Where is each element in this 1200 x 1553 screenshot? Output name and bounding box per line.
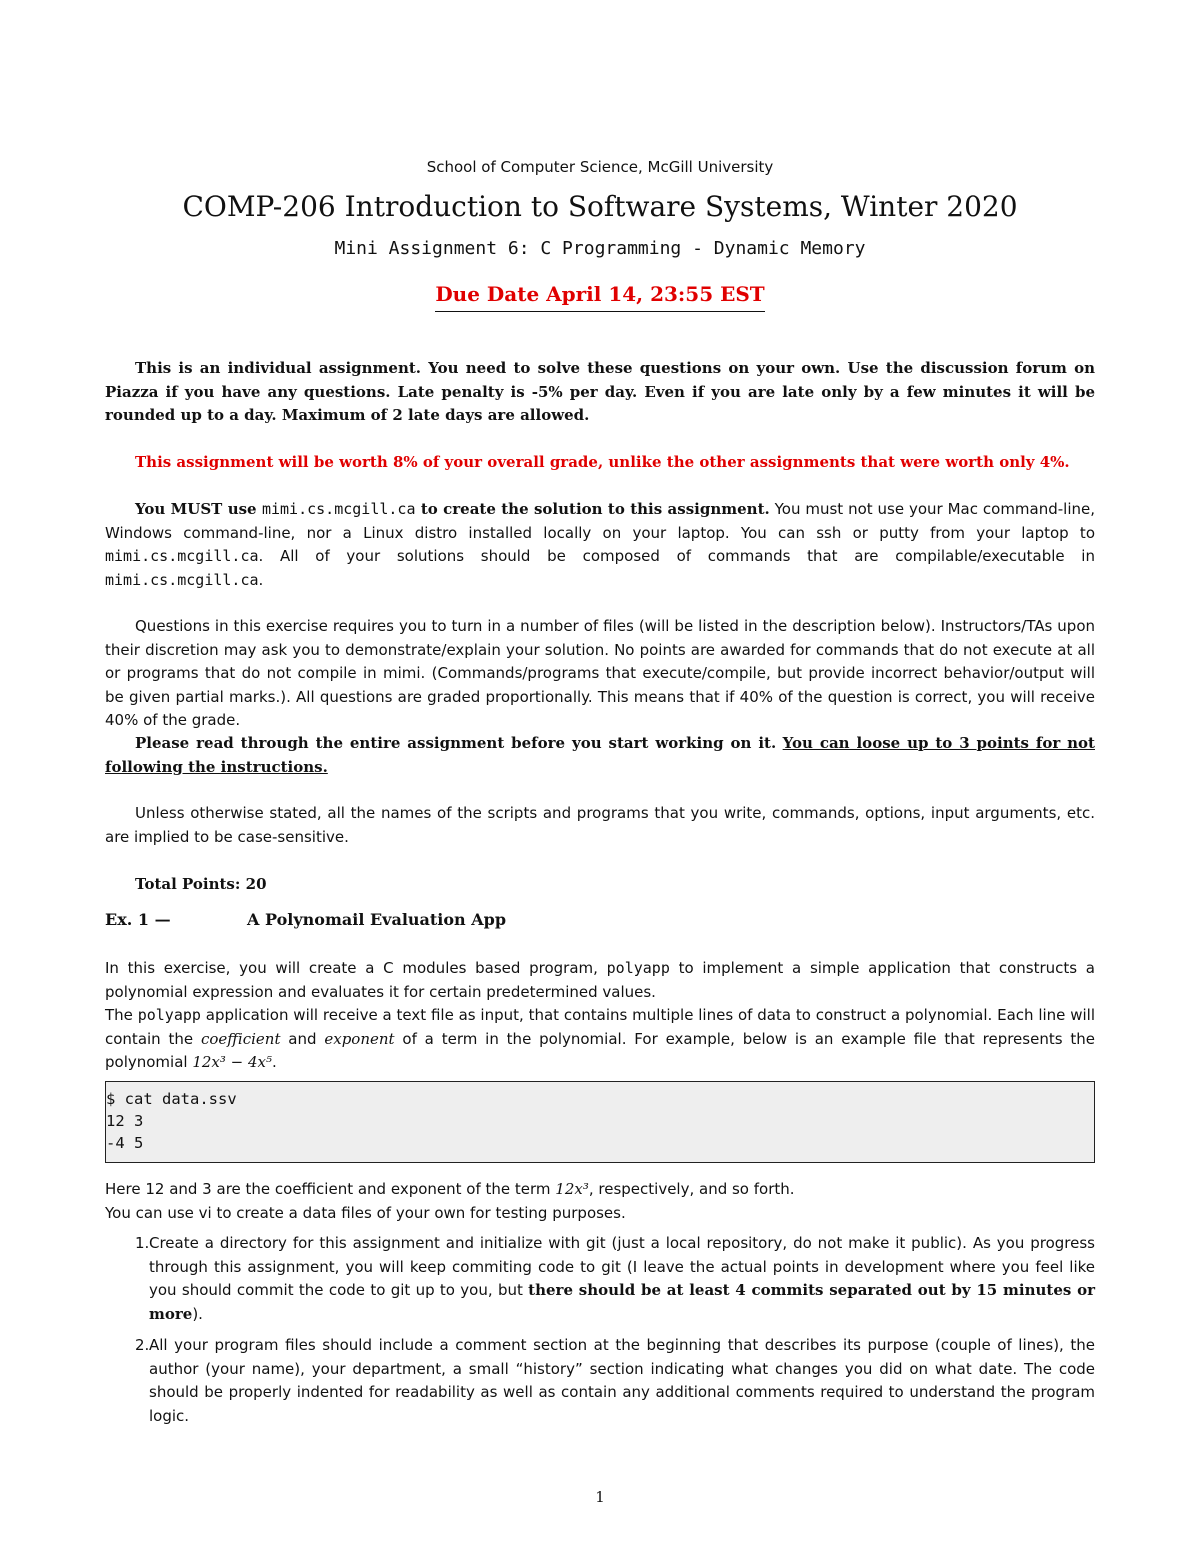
code-block — [105, 1081, 1095, 1163]
grading-paragraph: Questions in this exercise requires you to turn in a number of files (will be listed in the description below). Instructors/TAs upon their discretion may ask you to demonstrate/explain your solution. No points are awarded for commands that do not execute at all or programs that do not compile in mimi. (Commands/programs that execute/compile, but provide incorrect behavior/output will be given partial marks.). All questions are graded proportionally. This means that if 40% of the question is correct, you will receive 40% of the grade. — [105, 617, 1095, 729]
term-expression: 12x³ — [555, 1180, 589, 1198]
instructions-list — [105, 1232, 1095, 1428]
intro-paragraph: This is an individual assignment. You need to solve these questions on your own. Use the discussion forum on Piazza if you have any questions. Late penalty is -5% per day. Even if you are late only by a few minutes it will be rounded up to a day. Maximum of 2 late days are allowed. — [105, 359, 1095, 424]
list-item — [105, 1334, 1095, 1428]
term-explanation — [105, 1178, 1095, 1225]
exercise-text: of a term in the polynomial. For example, below is an example file that represents the polynomial — [105, 1029, 1095, 1071]
penalty-notice: You can loose up to 3 points for not following the instructions. — [105, 734, 1095, 776]
program-name: polyapp — [137, 1006, 201, 1024]
due-date-wrap — [105, 282, 1095, 312]
coefficient-term: coefficient — [200, 1029, 281, 1048]
read-instructions-paragraph — [105, 732, 1095, 779]
mimi-requirement-paragraph — [105, 498, 1095, 592]
exercise-text: to implement a simple application that constructs a polynomial expression and evaluates it for certain predetermined values. — [105, 959, 1095, 1001]
commit-requirement: there should be at least 4 commits separated out by 15 minutes or more — [149, 1281, 1095, 1323]
grade-weight-notice: This assignment will be worth 8% of your overall grade, unlike the other assignments that were worth only 4%. — [135, 453, 1070, 471]
exercise-heading — [105, 910, 1095, 929]
explanation-text: , respectively, and so forth. — [588, 1180, 795, 1198]
use-text: use — [222, 500, 262, 518]
total-points: Total Points: 20 — [135, 875, 267, 893]
list-text: ). — [192, 1304, 203, 1323]
list-number: 2. — [135, 1336, 150, 1354]
exercise-text: The — [105, 1006, 138, 1024]
exercise-text: In this exercise, you will create a C modules based program, — [105, 959, 607, 977]
case-sensitivity-paragraph: Unless otherwise stated, all the names of the scripts and programs that you write, commands, options, input arguments, etc. are implied to be case-sensitive. — [105, 804, 1095, 846]
read-notice: Please read through the entire assignment before you start working on it. — [135, 734, 777, 752]
exercise-text: and — [280, 1029, 325, 1048]
school-name: School of Computer Science, McGill University — [426, 158, 774, 176]
exercise-title: A Polynomail Evaluation App — [247, 910, 507, 929]
host-name: mimi.cs.mcgill.ca — [105, 547, 259, 565]
requirement-text: . — [258, 570, 264, 589]
exercise-intro-paragraph — [105, 957, 1095, 1075]
list-text: Create a directory for this assignment and initialize with git (just a local repository, do not make it public). As you progress through this assignment, you will keep commiting code to git (I leave the actual points in development where you feel like you should commit the code to git up to you, but — [149, 1234, 1095, 1299]
exercise-text: application will receive a text file as input, that contains multiple lines of data to construct a polynomial. Each line will contain the — [105, 1006, 1095, 1048]
list-number: 1. — [135, 1234, 150, 1252]
requirement-text: . All of your solutions should be composed of commands that are compilable/executable in — [258, 547, 1095, 565]
program-name: polyapp — [606, 959, 670, 977]
explanation-text: You can use vi to create a data files of your own for testing purposes. — [105, 1203, 626, 1222]
host-name: mimi.cs.mcgill.ca — [261, 500, 416, 518]
page-number: 1 — [595, 1488, 605, 1506]
list-text: All your program files should include a comment section at the beginning that describes its purpose (couple of lines), the author (your name), your department, a small “history” section indicating what changes you did on what date. The code should be properly indented for readability as well as contain any additional comments required to understand the program logic. — [149, 1336, 1095, 1425]
assignment-subtitle: Mini Assignment 6: C Programming - Dynamic Memory — [334, 238, 866, 259]
exercise-label: Ex. 1 — — [105, 910, 171, 929]
polynomial-expression: 12x³ − 4x⁵ — [192, 1053, 273, 1071]
code-listing: $ cat data.ssv 12 3 -4 5 — [106, 1090, 237, 1152]
list-item — [105, 1232, 1095, 1326]
create-solution-text: to create the solution to this assignment. — [415, 500, 770, 518]
requirement-text: You must not use your Mac command-line, Windows command-line, nor a Linux distro installed locally on your laptop. You can ssh or putty from your laptop to — [105, 500, 1096, 542]
due-date: Due Date April 14, 23:55 EST — [435, 282, 764, 312]
explanation-text: Here 12 and 3 are the coefficient and exponent of the term — [105, 1180, 556, 1198]
exercise-text: . — [272, 1053, 277, 1071]
host-name: mimi.cs.mcgill.ca — [105, 570, 259, 589]
exponent-term: exponent — [324, 1029, 395, 1048]
course-title: COMP-206 Introduction to Software Systems, Winter 2020 — [182, 190, 1018, 223]
must-text: You MUST — [135, 500, 223, 518]
